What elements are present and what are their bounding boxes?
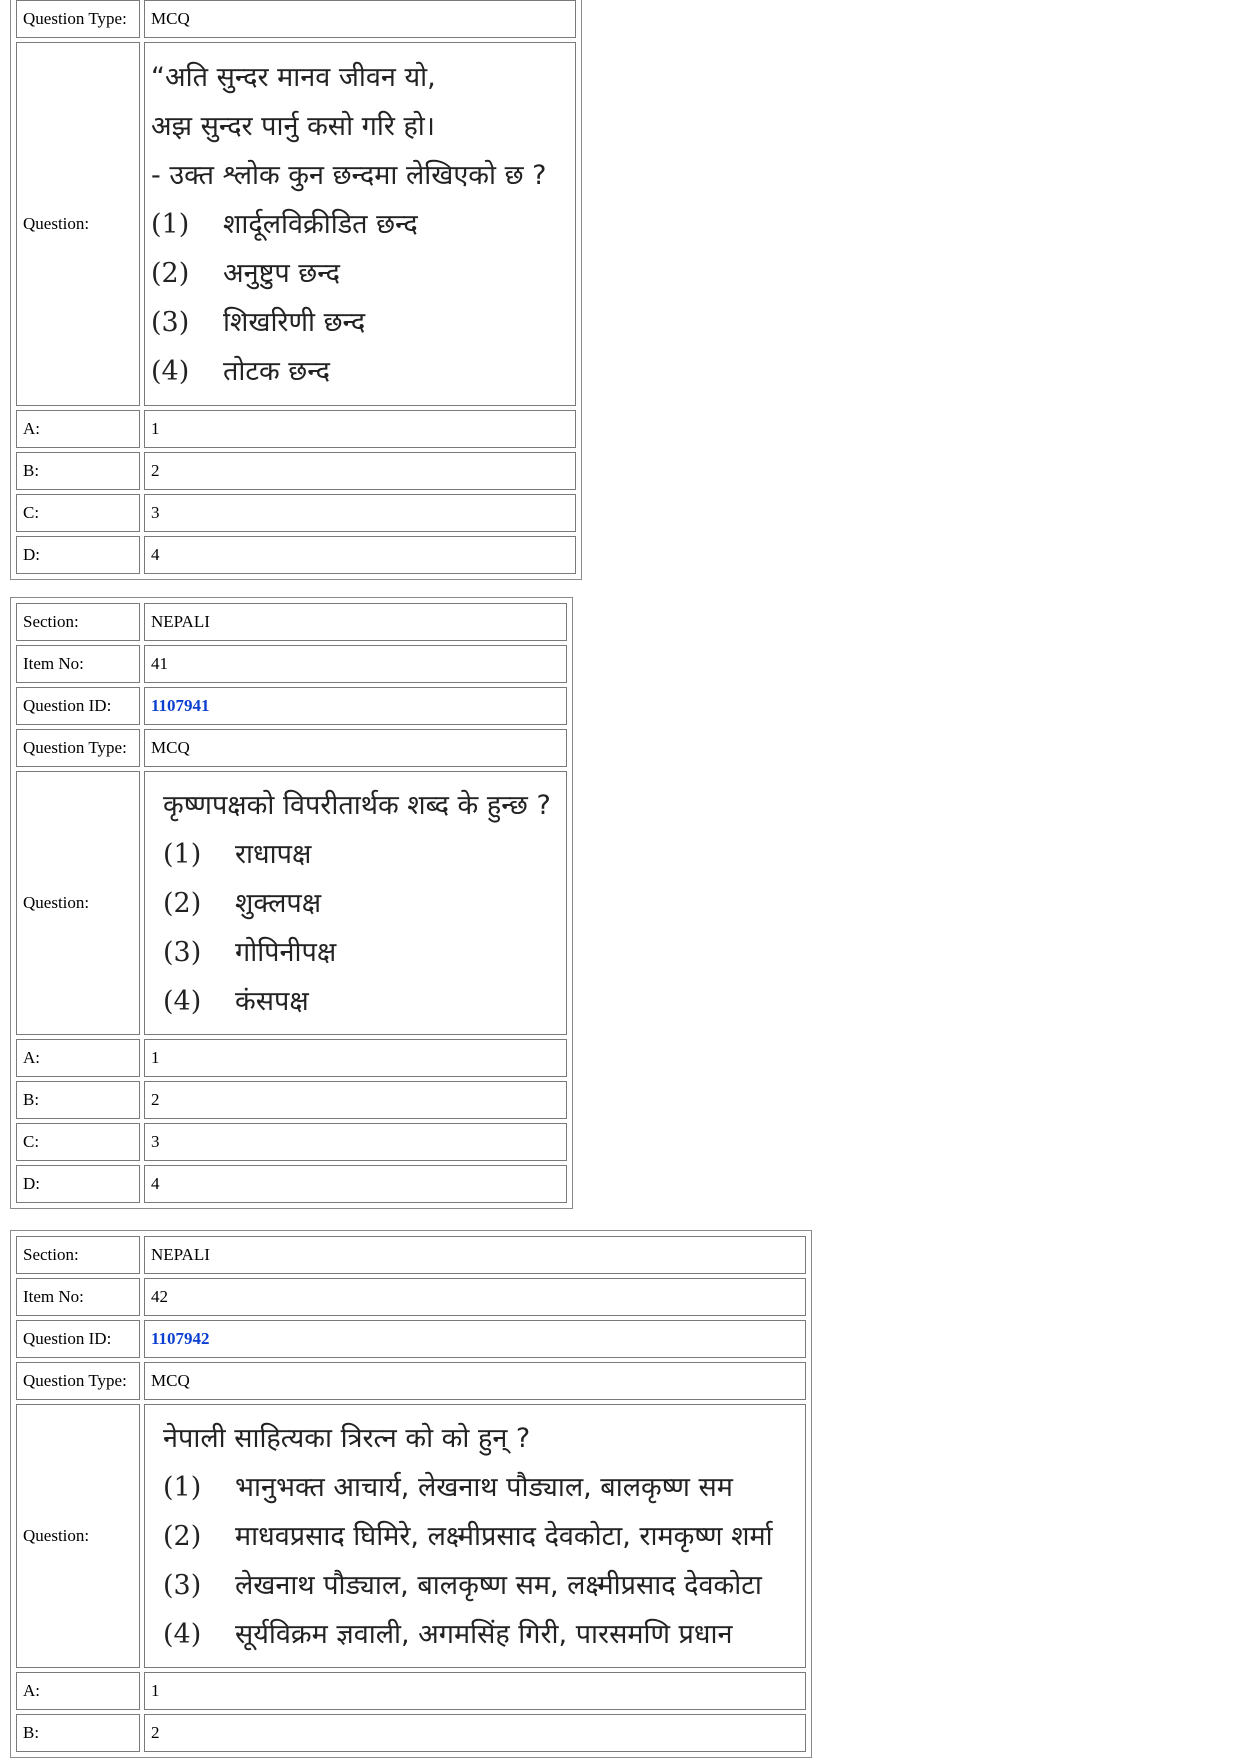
question-row xyxy=(16,771,567,1035)
option-text: सूर्यविक्रम ज्ञवाली, अगमसिंह गिरी, पारसमणि प्रधान xyxy=(235,1618,733,1650)
option-number: (2) xyxy=(163,887,202,919)
question-body xyxy=(144,771,567,1035)
question-row xyxy=(16,42,576,406)
question-type-row xyxy=(16,0,576,38)
question-label: Question: xyxy=(16,42,140,406)
option-number: (3) xyxy=(163,1569,202,1601)
question-type-value: MCQ xyxy=(144,1362,806,1400)
answer-d-row xyxy=(16,536,576,574)
answer-b-value: 2 xyxy=(144,452,576,490)
question-body xyxy=(144,1404,806,1668)
question-id-label: Question ID: xyxy=(16,687,140,725)
question-type-row xyxy=(16,729,567,767)
option-number: (4) xyxy=(163,1618,202,1650)
answer-a-value: 1 xyxy=(144,410,576,448)
answer-d-label: D: xyxy=(16,1165,140,1203)
option-text: लेखनाथ पौड्याल, बालकृष्ण सम, लक्ष्मीप्रसाद देवकोटा xyxy=(235,1569,762,1601)
option-number: (1) xyxy=(151,208,190,240)
question-id-row xyxy=(16,687,567,725)
answer-b-value: 2 xyxy=(144,1714,806,1752)
section-value: NEPALI xyxy=(144,603,567,641)
item-no-label: Item No: xyxy=(16,1278,140,1316)
option-number: (1) xyxy=(163,838,202,870)
answer-b-label: B: xyxy=(16,1714,140,1752)
answer-b-label: B: xyxy=(16,452,140,490)
option-number: (2) xyxy=(163,1520,202,1552)
option-text: माधवप्रसाद घिमिरे, लक्ष्मीप्रसाद देवकोटा, रामकृष्ण शर्मा xyxy=(235,1520,773,1552)
question-type-label: Question Type: xyxy=(16,729,140,767)
option-3 xyxy=(151,298,569,347)
answer-b-row xyxy=(16,1714,806,1752)
question-label: Question: xyxy=(16,771,140,1035)
question-line: अझ सुन्दर पार्नु कसो गरि हो। xyxy=(151,110,436,142)
item-no-value: 41 xyxy=(144,645,567,683)
answer-b-label: B: xyxy=(16,1081,140,1119)
question-line: नेपाली साहित्यका त्रिरत्न को को हुन् ? xyxy=(163,1422,531,1454)
question-label: Question: xyxy=(16,1404,140,1668)
option-1 xyxy=(151,200,569,249)
option-text: गोपिनीपक्ष xyxy=(235,936,337,968)
option-2 xyxy=(163,879,560,928)
question-table-2 xyxy=(10,597,573,1209)
question-id-value: 1107942 xyxy=(144,1320,806,1358)
option-text: राधापक्ष xyxy=(235,838,312,870)
question-type-value: MCQ xyxy=(144,729,567,767)
answer-a-label: A: xyxy=(16,1672,140,1710)
option-number: (1) xyxy=(163,1471,202,1503)
option-1 xyxy=(163,830,560,879)
option-text: भानुभक्त आचार्य, लेखनाथ पौड्याल, बालकृष्ण सम xyxy=(235,1471,733,1503)
answer-a-row xyxy=(16,1039,567,1077)
section-row xyxy=(16,1236,806,1274)
answer-c-value: 3 xyxy=(144,494,576,532)
option-4 xyxy=(151,347,569,396)
question-row xyxy=(16,1404,806,1668)
answer-b-row xyxy=(16,452,576,490)
question-type-value: MCQ xyxy=(144,0,576,38)
option-text: अनुष्टुप छन्द xyxy=(223,257,340,289)
question-id-label: Question ID: xyxy=(16,1320,140,1358)
option-text: कंसपक्ष xyxy=(235,985,309,1017)
option-text: शिखरिणी छन्द xyxy=(223,306,366,338)
option-text: शार्दूलविक्रीडित छन्द xyxy=(223,208,418,240)
question-id-row xyxy=(16,1320,806,1358)
option-number: (4) xyxy=(151,355,190,387)
option-2 xyxy=(163,1512,799,1561)
section-label: Section: xyxy=(16,603,140,641)
option-number: (3) xyxy=(163,936,202,968)
answer-c-value: 3 xyxy=(144,1123,567,1161)
question-table-1 xyxy=(10,0,582,580)
item-no-row xyxy=(16,1278,806,1316)
answer-b-value: 2 xyxy=(144,1081,567,1119)
item-no-row xyxy=(16,645,567,683)
section-value: NEPALI xyxy=(144,1236,806,1274)
answer-d-value: 4 xyxy=(144,1165,567,1203)
option-number: (2) xyxy=(151,257,190,289)
question-line: कृष्णपक्षको विपरीतार्थक शब्द के हुन्छ ? xyxy=(163,789,551,821)
section-row xyxy=(16,603,567,641)
item-no-value: 42 xyxy=(144,1278,806,1316)
answer-a-row xyxy=(16,410,576,448)
answer-d-label: D: xyxy=(16,536,140,574)
option-text: तोटक छन्द xyxy=(223,355,330,387)
option-3 xyxy=(163,928,560,977)
answer-c-label: C: xyxy=(16,1123,140,1161)
answer-a-value: 1 xyxy=(144,1039,567,1077)
item-no-label: Item No: xyxy=(16,645,140,683)
answer-c-row xyxy=(16,1123,567,1161)
question-type-row xyxy=(16,1362,806,1400)
answer-c-row xyxy=(16,494,576,532)
option-number: (3) xyxy=(151,306,190,338)
answer-a-label: A: xyxy=(16,410,140,448)
answer-d-value: 4 xyxy=(144,536,576,574)
option-2 xyxy=(151,249,569,298)
question-type-label: Question Type: xyxy=(16,1362,140,1400)
question-id-value: 1107941 xyxy=(144,687,567,725)
question-type-label: Question Type: xyxy=(16,0,140,38)
answer-a-label: A: xyxy=(16,1039,140,1077)
option-3 xyxy=(163,1561,799,1610)
answer-a-value: 1 xyxy=(144,1672,806,1710)
option-4 xyxy=(163,1610,799,1659)
option-text: शुक्लपक्ष xyxy=(235,887,322,919)
question-line: - उक्त श्लोक कुन छन्दमा लेखिएको छ ? xyxy=(151,159,547,191)
answer-a-row xyxy=(16,1672,806,1710)
question-body xyxy=(144,42,576,406)
option-4 xyxy=(163,977,560,1026)
option-number: (4) xyxy=(163,985,202,1017)
answer-b-row xyxy=(16,1081,567,1119)
answer-d-row xyxy=(16,1165,567,1203)
section-label: Section: xyxy=(16,1236,140,1274)
question-line: “अति सुन्दर मानव जीवन यो, xyxy=(151,61,436,93)
question-table-3 xyxy=(10,1230,812,1758)
option-1 xyxy=(163,1463,799,1512)
answer-c-label: C: xyxy=(16,494,140,532)
